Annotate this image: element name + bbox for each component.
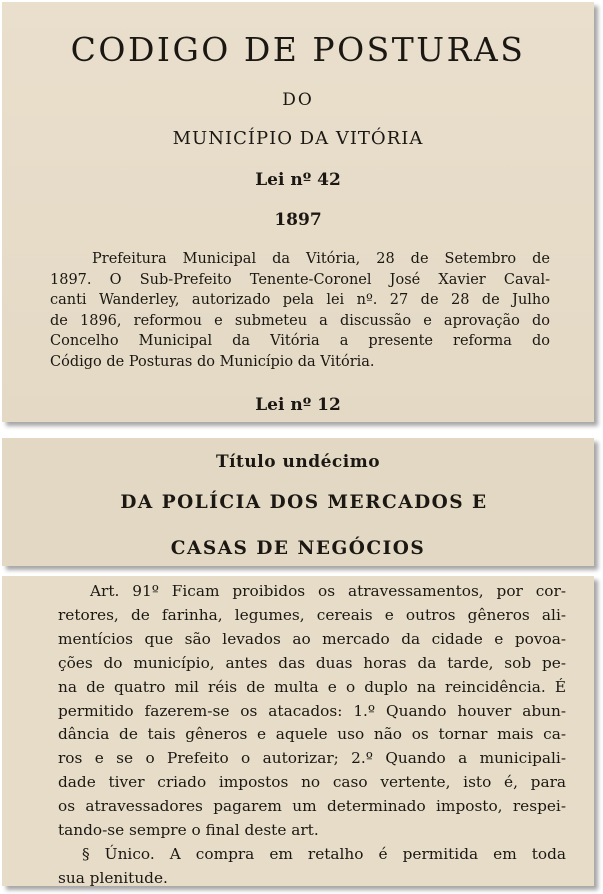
law-year: 1897 [274,210,322,230]
section-heading-line2: CASAS DE NEGÓCIOS [170,538,426,559]
title-do: DO [282,90,314,110]
preamble-line: Código de Posturas do Município da Vitória. [50,353,375,370]
document-title: CODIGO DE POSTURAS [70,30,526,69]
preamble-line: canti Wanderley, autorizado pela lei nº. 27 de 28 de Julho [50,292,550,309]
article-line: na de quatro mil réis de multa e o duplo na reincidência. É [58,677,566,696]
section-heading-panel [2,438,594,566]
article-line: sua plenitude. [58,868,168,886]
preamble-line: 1897. O Sub-Prefeito Tenente-Coronel José Xavier Caval- [50,271,550,288]
header-page-panel [2,2,594,422]
preamble-line: Concelho Municipal da Vitória a presente reforma do [50,333,550,350]
law-footer-number: Lei nº 12 [255,395,341,415]
article-line: os atravessadores pagarem um determinado imposto, respei- [58,797,566,816]
section-titulo: Título undécimo [215,452,381,472]
article-line: § Único. A compra em retalho é permitida em toda [82,844,566,863]
article-line: dade tiver criado impostos no caso vertente, isto é, para [58,773,566,792]
title-municipio: MUNICÍPIO DA VITÓRIA [172,128,424,149]
article-panel [2,576,594,886]
article-line: ros e se o Prefeito o autorizar; 2.º Quando a municipali- [58,749,566,768]
preamble-line: de 1896, reformou e submeteu a discussão e aprovação do [50,312,550,329]
preamble-line: Prefeitura Municipal da Vitória, 28 de Setembro de [92,251,550,267]
article-line: permitido fazerem-se os atacados: 1.º Quando houver abun- [58,701,566,720]
article-line: dância de tais gêneros e aquele uso não os tornar mais ca- [58,725,566,744]
article-line: Art. 91º Ficam proibidos os atravessamentos, por cor- [90,582,566,600]
article-line: ções do município, antes das duas horas da tarde, sob pe- [58,653,566,672]
article-paragraph [58,580,566,886]
article-line: tando-se sempre o final deste art. [58,821,319,840]
article-line: mentícios que são levados ao mercado da cidade e povoa- [58,629,566,648]
preamble-paragraph [50,249,550,373]
section-heading-line1: DA POLÍCIA DOS MERCADOS E [120,492,488,513]
law-number: Lei nº 42 [255,170,341,190]
article-line: retores, de farinha, legumes, cereais e outros gêneros ali- [58,605,566,624]
